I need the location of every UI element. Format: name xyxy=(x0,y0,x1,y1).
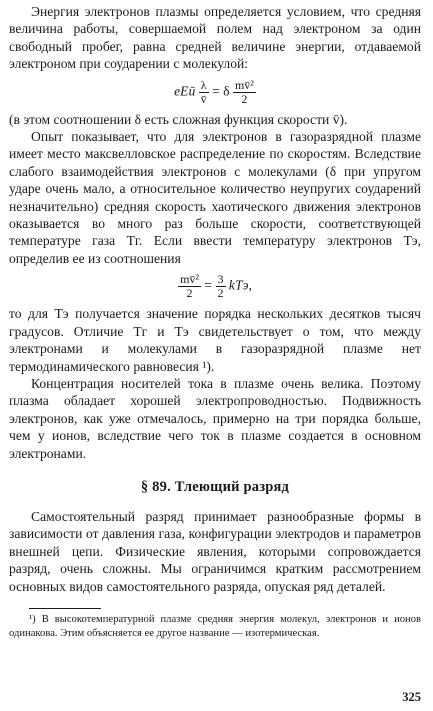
formula-electron-temperature xyxy=(9,273,421,300)
paragraph-maxwell-distribution: Опыт показывает, что для электронов в газоразрядной плазме имеет место максвелловское распределение по скоростям. Вследствие слабого взаимодействия электронов с молекулами (δ при упругом ударе очень мало, а относительное количество неупругих соударений незначительно) средняя скорость хаотического движения электронов оказывается во много раз больше скорости, соответствующей температуре газа Tг. Если ввести температуру электронов Tэ, определив ее из соотношения xyxy=(9,129,421,266)
fraction-numerator: mv̄² xyxy=(234,77,254,92)
formula-work-energy xyxy=(9,79,421,106)
fraction-denominator: 2 xyxy=(241,91,248,106)
fraction-denominator: 2 xyxy=(217,286,224,301)
fraction-kinetic-energy xyxy=(178,273,201,300)
footnote-divider xyxy=(29,608,101,609)
formula-equals: = xyxy=(204,277,213,293)
fraction-three-halves xyxy=(216,273,226,300)
paragraph-plasma-conductivity: Концентрация носителей тока в плазме очень велика. Поэтому плазма обладает хорошей электропроводностью. Подвижность электронов, как уже отмечалось, примерно на три порядка больше, чем у ионов, вследствие чего ток в плазме создается в основном электронами. xyxy=(9,375,421,461)
fraction-numerator: mv̄² xyxy=(180,272,200,287)
paragraph-delta-note: (в этом соотношении δ есть сложная функция скорости v̄). xyxy=(9,111,348,127)
formula-rhs: kTэ, xyxy=(228,277,252,293)
formula-equals: = δ xyxy=(212,83,230,99)
fraction-numerator: λ xyxy=(199,79,209,93)
paragraph-electron-temperature: то для Tэ получается значение порядка нескольких десятков тысяч градусов. Отличие Tг и Tэ свидетельствует о том, что между электронами и молекулами в газоразрядной плазме нет термодинамического равновесия ¹). xyxy=(9,306,421,374)
section-heading: § 89. Тлеющий разряд xyxy=(140,478,290,495)
formula-lhs: eEū xyxy=(174,83,196,99)
footnote: ¹) В высокотемпературной плазме средняя энергия молекул, электронов и ионов одинакова. Этим объясняется ее другое название — изотермическая. xyxy=(9,613,421,639)
fraction-numerator: 3 xyxy=(217,272,224,287)
fraction-kinetic-energy xyxy=(233,79,256,106)
fraction-denominator: v̄ xyxy=(200,91,207,106)
fraction-lambda-over-v xyxy=(199,79,209,106)
page-number: 325 xyxy=(402,690,421,704)
fraction-denominator: 2 xyxy=(186,286,193,301)
paragraph-electron-energy: Энергия электронов плазмы определяется условием, что средняя величина работы, совершаемой полем над электроном за один свободный пробег, равна средней величине энергии, отдаваемой электроном при соударении с молекулой: xyxy=(9,4,421,72)
paragraph-glow-discharge: Самостоятельный разряд принимает разнообразные формы в зависимости от давления газа, конфигурации электродов и параметров внешней цепи. Физические явления, которыми сопровождается разряд, очень сложны. Мы ограничимся кратким рассмотрением основных видов самостоятельного разряда, опуская ряд деталей. xyxy=(9,508,421,594)
